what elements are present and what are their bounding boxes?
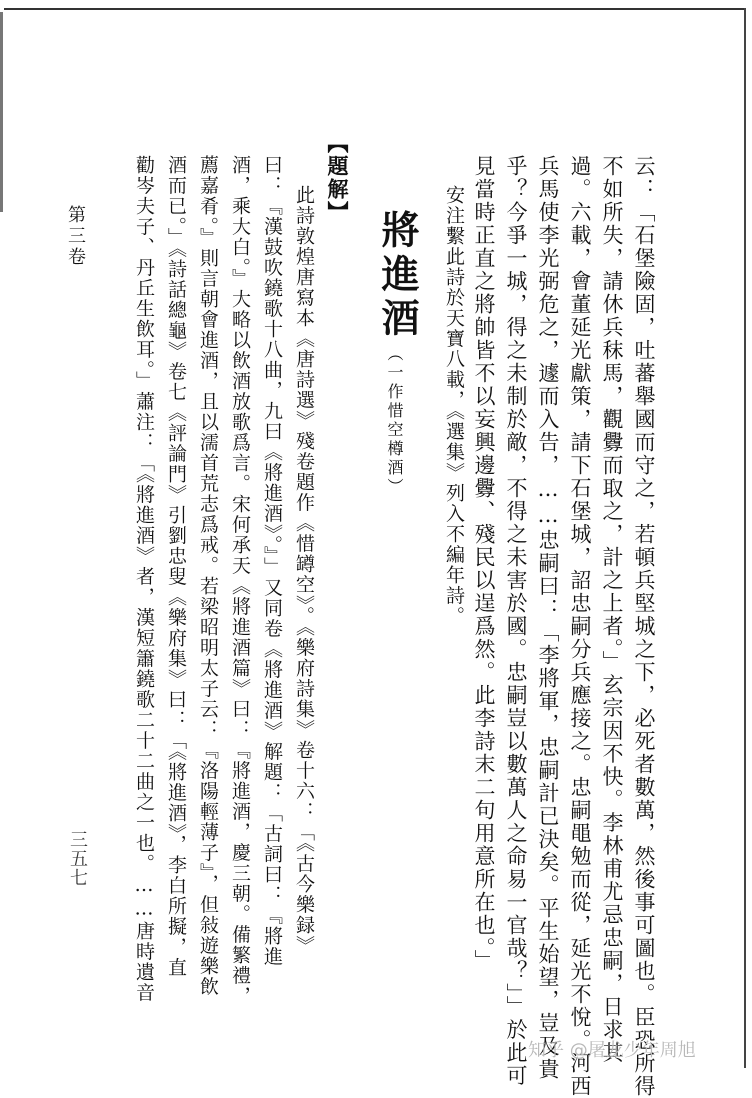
upper-text-column-4: 兵馬使李光弼危之，遽而入告，……忠嗣曰：「李將軍，忠嗣計已決矣。平生始望，豈及貴 — [536, 155, 560, 1081]
upper-text-column-7: 安注繫此詩於天寶八載，《選集》列入不編年詩。 — [443, 185, 465, 627]
watermark: 知乎 @屠龙少年周旭 — [528, 1040, 696, 1061]
lower-text-column-2: 曰：『漢鼓吹鐃歌十八曲，九曰《將進酒》。』」又同卷《將進酒》解題：「古詞曰：『將進 — [261, 155, 283, 967]
lower-text-column-4: 薦嘉肴。』則言朝會進酒，且以濡首荒志爲戒。若梁昭明太子云：『洛陽輕薄子』，但敍遊樂飲 — [197, 155, 219, 997]
lower-text-column-5: 酒而已。」《詩話總龜》卷七《評論門》引劉忠叟《樂府集》曰：「《將進酒》，李白所擬，直 — [165, 155, 187, 978]
volume-label: 第三卷 — [65, 205, 86, 268]
upper-text-column-3: 過。六載，會董延光獻策，請下石堡城，詔忠嗣分兵應接之。忠嗣黽勉而從，延光不悅。河西 — [568, 155, 592, 1098]
lower-text-column-1: 此詩敦煌唐寫本《唐詩選》殘卷題作《惜罇空》。《樂府詩集》卷十六：「《古今樂録》 — [293, 185, 315, 956]
page-number: 三五七 — [67, 830, 88, 887]
poem-subtitle: （一作惜空樽酒） — [385, 345, 404, 497]
page-top-edge — [4, 8, 746, 10]
upper-text-column-1: 云：「石堡險固，吐蕃舉國而守之，若頓兵堅城之下，必死者數萬，然後事可圖也。臣恐所得 — [632, 155, 656, 1098]
spine-shadow — [0, 12, 3, 212]
lower-text-column-6: 勸岑夫子、丹丘生飲耳。」蕭注：「《將進酒》者，漢短簫鐃歌二十二曲之一也。……唐時遺音 — [133, 155, 155, 1003]
upper-text-column-5: 乎？今爭一城，得之未制於敵，不得之未害於國。忠嗣豈以數萬人之命易一官哉？」」於此可 — [504, 155, 528, 1088]
upper-text-column-2: 不如所失，請休兵秣馬，觀釁而取之，計之上者。」玄宗因不快。李林甫尤忌忠嗣，日求其 — [600, 155, 624, 1065]
page-right-edge — [744, 8, 746, 1068]
poem-title: 將進酒 — [375, 210, 420, 342]
upper-text-column-6: 見當時正直之將帥皆不以妄興邊釁、殘民以逞爲然。此李詩末二句用意所在也。」 — [472, 155, 496, 973]
lower-text-column-3: 酒，乘大白。』大略以飲酒放歌爲言。宋何承天《將進酒篇》曰：『將進酒，慶三朝。備繁禮， — [229, 155, 251, 1007]
section-label-tijie: 【題解】 — [325, 132, 350, 224]
